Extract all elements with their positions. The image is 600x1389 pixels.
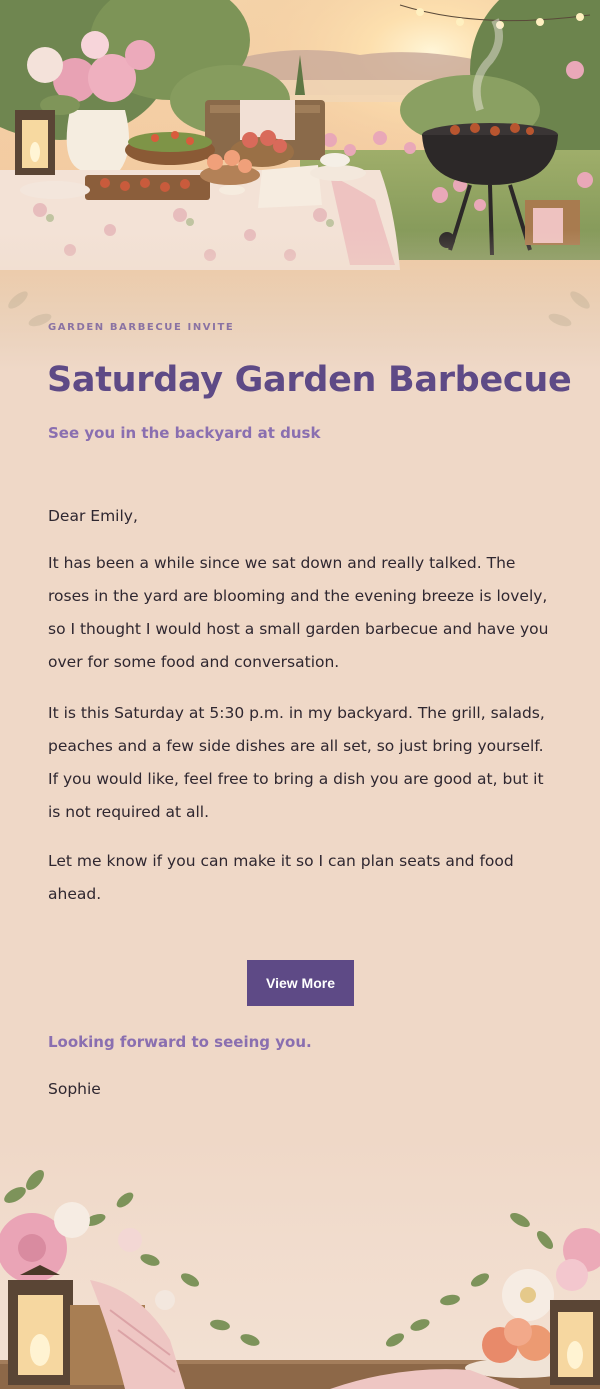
eyebrow-label: GARDEN BARBECUE INVITE bbox=[48, 322, 235, 333]
paragraph-1: It has been a while since we sat down and really talked. The roses in the yard are blooming and the evening breeze is lovely, so I thought I would host a small garden barbecue and have you over for some food and conversation. bbox=[48, 554, 549, 671]
email-subtitle: See you in the backyard at dusk bbox=[48, 424, 321, 442]
signature: Sophie bbox=[48, 1080, 101, 1098]
email-title: Saturday Garden Barbecue bbox=[47, 360, 572, 400]
paragraph-3: Let me know if you can make it so I can plan seats and food ahead. bbox=[48, 852, 514, 903]
closing-line: Looking forward to seeing you. bbox=[48, 1033, 312, 1051]
paragraph-2: It is this Saturday at 5:30 p.m. in my backyard. The grill, salads, peaches and a few side dishes are all set, so just bring yourself. If you would like, feel free to bring a dish you are good at, but it is not required at all. bbox=[48, 704, 545, 821]
hero-image bbox=[0, 0, 600, 370]
view-more-button[interactable]: View More bbox=[247, 960, 354, 1006]
footer-image bbox=[0, 1140, 600, 1389]
greeting: Dear Emily, bbox=[48, 507, 138, 525]
